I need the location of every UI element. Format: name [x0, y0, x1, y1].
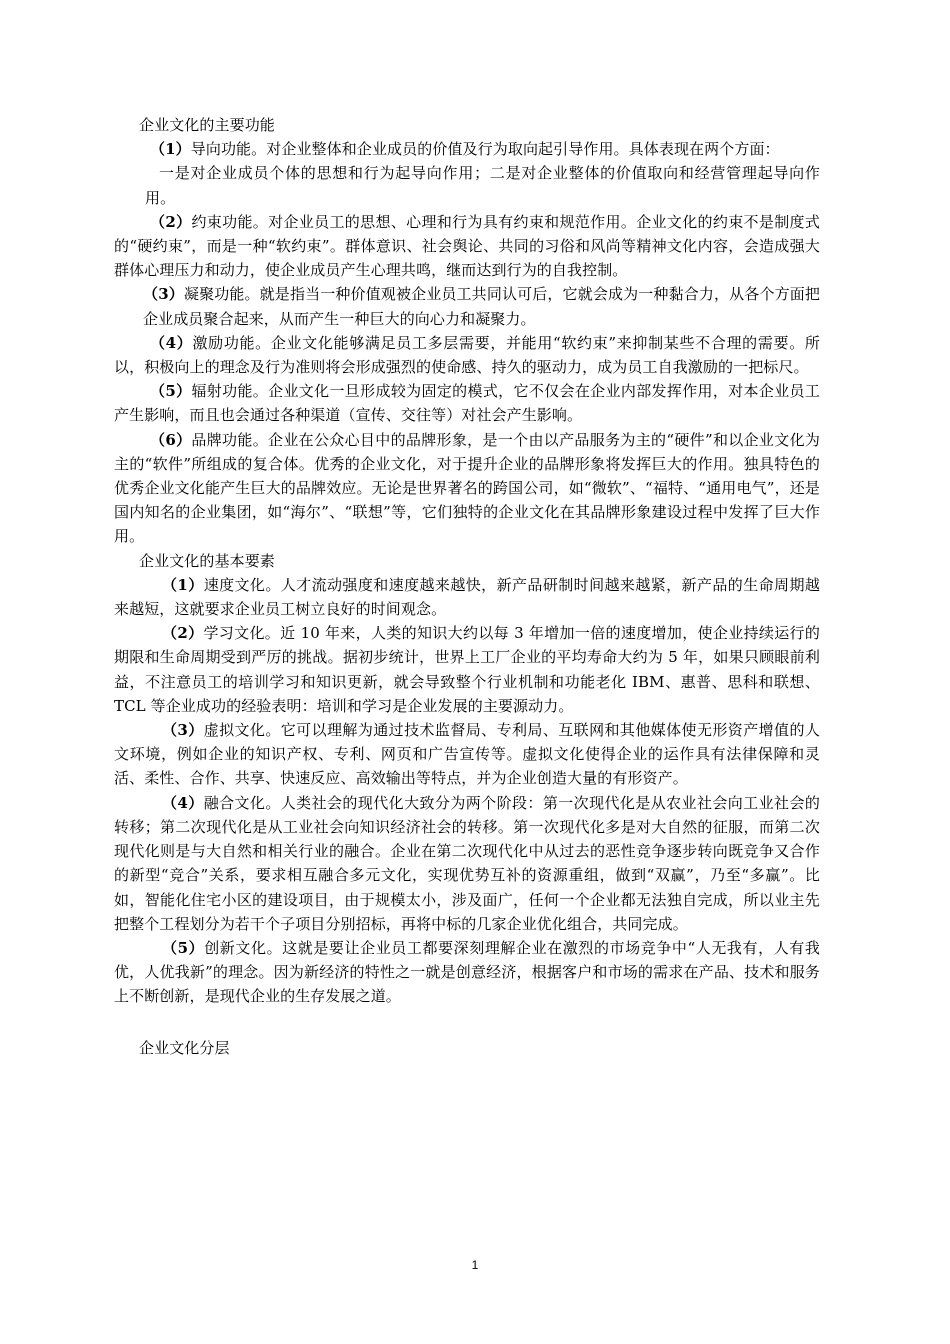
paragraph-function-6: [114, 428, 820, 549]
page-number: 1: [471, 1258, 479, 1272]
paragraph-text: 激励功能。企业文化能够满足员工多层需要，并能用“软约束”来抑制某些不合理的需要。所以，积极向上的理念及行为准则将会形成强烈的使命感、持久的驱动力，成为员工自我激励的一把标尺。: [114, 333, 820, 377]
item-number: （4）: [162, 793, 204, 812]
paragraph-function-2: [114, 210, 820, 283]
section-heading-functions: 企业文化的主要功能: [139, 116, 275, 134]
paragraph-text: 导向功能。对企业整体和企业成员的价值及行为取向起引导作用。具体表现在两个方面：: [190, 140, 780, 159]
item-number: （2）: [162, 624, 204, 643]
paragraph-text: 品牌功能。企业在公众心目中的品牌形象，是一个由以产品服务为主的“硬件”和以企业文化为主的“软件”所组成的复合体。优秀的企业文化，对于提升企业的品牌形象将发挥巨大的作用。独具特色的优秀企业文化能产生巨大的品牌效应。无论是世界著名的跨国公司，如“微软”、“福特、“通用电气”，还是国内知名的企业集团，如“海尔”、“联想”等，它们独特的企业文化在其品牌形象建设过程中发挥了巨大作用。: [114, 430, 820, 546]
paragraph-element-3: [114, 718, 820, 791]
section-heading-elements: 企业文化的基本要素: [139, 551, 275, 570]
paragraph-text: 约束功能。对企业员工的思想、心理和行为具有约束和规范作用。企业文化的约束不是制度式的“硬约束”，而是一种“软约束”。群体意识、社会舆论、共同的习俗和风尚等精神文化内容，会造成强大群体心理压力和动力，使企业成员产生心理共鸣，继而达到行为的自我控制。: [114, 212, 820, 280]
paragraph-function-1: [114, 137, 820, 161]
item-number: （1）: [150, 140, 191, 159]
item-number: （2）: [150, 212, 192, 231]
item-number: （5）: [150, 382, 192, 401]
paragraph-element-4: [114, 791, 820, 936]
paragraph-element-2: [114, 621, 820, 718]
section-heading-layers: 企业文化分层: [139, 1038, 230, 1057]
paragraph-text: 虚拟文化。它可以理解为通过技术监督局、专利局、互联网和其他媒体使无形资产增值的人文环境，例如企业的知识产权、专利、网页和广告宣传等。虚拟文化使得企业的运作具有法律保障和灵活、柔性、合作、共享、快速反应、高效输出等特点，并为企业创造大量的有形资产。: [114, 721, 820, 788]
paragraph-function-1-detail: [114, 161, 820, 209]
paragraph-text: 创新文化。这就是要让企业员工都要深刻理解企业在激烈的市场竞争中“人无我有，人有我优，人优我新”的理念。因为新经济的特性之一就是创意经济，根据客户和市场的需求在产品、技术和服务上不断创新，是现代企业的生存发展之道。: [114, 938, 820, 1006]
item-number: （4）: [150, 333, 193, 352]
paragraph-text: 一是对企业成员个体的思想和行为起导向作用；二是对企业整体的价值取向和经营管理起导向作用。: [145, 164, 820, 207]
item-number: （5）: [162, 938, 205, 957]
paragraph-function-4: [114, 331, 820, 379]
paragraph-text: 速度文化。人才流动强度和速度越来越快，新产品研制时间越来越紧，新产品的生命周期越来越短，这就要求企业员工树立良好的时间观念。: [114, 575, 820, 619]
paragraph-text: 凝聚功能。就是指当一种价值观被企业员工共同认可后，它就会成为一种黏合力，从各个方面把企业成员聚合起来，从而产生一种巨大的向心力和凝聚力。: [143, 285, 820, 328]
paragraph-text: 融合文化。人类社会的现代化大致分为两个阶段：第一次现代化是从农业社会向工业社会的转移；第二次现代化是从工业社会向知识经济社会的转移。第一次现代化多是对大自然的征服，而第二次现代化则是与大自然和相关行业的融合。企业在第二次现代化中从过去的恶性竞争逐步转向既竞争又合作的新型“竞合”关系，要求相互融合多元文化，实现优势互补的资源重组，做到“双赢”，乃至“多赢”。比如，智能化住宅小区的建设项目，由于规模太小，涉及面广，任何一个企业都无法独自完成，所以业主先把整个工程划分为若干个子项目分别招标，再将中标的几家企业优化组合，共同完成。: [114, 793, 820, 933]
paragraph-element-1: [114, 573, 820, 621]
paragraph-text: 学习文化。近 10 年来，人类的知识大约以每 3 年增加一倍的速度增加，使企业持续运行的期限和生命周期受到严厉的挑战。据初步统计，世界上工厂企业的平均寿命大约为 5 年，如果只顾眼前利益，不注意员工的培训学习和知识更新，就会导致整个行业机制和功能老化 IBM、惠普、思科和联想、TCL 等企业成功的经验表明：培训和学习是企业发展的主要源动力。: [114, 624, 820, 715]
item-number: （6）: [150, 430, 192, 449]
paragraph-text: 辐射功能。企业文化一旦形成较为固定的模式，它不仅会在企业内部发挥作用，对本企业员工产生影响，而且也会通过各种渠道（宣传、交往等）对社会产生影响。: [114, 382, 820, 425]
item-number: （3）: [143, 285, 184, 304]
paragraph-function-5: [114, 379, 820, 427]
document-body: [114, 113, 820, 1060]
paragraph-function-3: [114, 282, 820, 330]
item-number: （1）: [162, 575, 204, 594]
item-number: （3）: [162, 721, 204, 740]
paragraph-spacer: [114, 1009, 820, 1036]
paragraph-element-5: [114, 936, 820, 1009]
